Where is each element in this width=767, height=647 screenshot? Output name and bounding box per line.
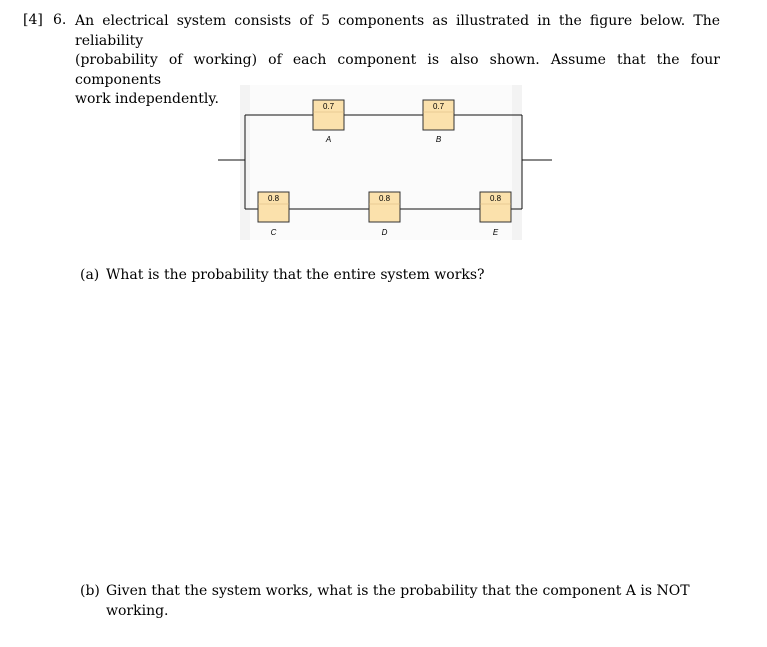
component-c-label: C — [270, 228, 277, 237]
diagram-background-right — [512, 85, 522, 240]
part-b — [80, 582, 720, 621]
component-a-label: A — [325, 135, 332, 144]
question-text-line: An electrical system consists of 5 components as illustrated in the figure below. The reliability — [75, 13, 720, 49]
part-b-label: (b) — [80, 583, 100, 599]
component-c-value: 0.8 — [267, 194, 280, 203]
question-marks: [4] — [23, 12, 43, 28]
part-b-text-line-1: Given that the system works, what is the probability that the component A is NOT — [106, 583, 690, 599]
component-b-label: B — [435, 135, 442, 144]
part-a — [80, 266, 485, 286]
question-text-line: work independently. — [75, 91, 219, 107]
component-e-label: E — [492, 228, 499, 237]
component-e-value: 0.8 — [489, 194, 502, 203]
component-b-value: 0.7 — [432, 102, 445, 111]
component-d-label: D — [381, 228, 388, 237]
part-a-label: (a) — [80, 267, 100, 283]
part-b-text-line-2: working. — [106, 602, 169, 619]
circuit-diagram — [218, 85, 552, 240]
component-a-value: 0.7 — [322, 102, 335, 111]
question-number: 6. — [53, 12, 67, 28]
part-b-line-1 — [80, 582, 720, 602]
part-a-text: What is the probability that the entire system works? — [106, 267, 485, 283]
question-text-line: (probability of working) of each component is also shown. Assume that the four components — [75, 52, 720, 88]
component-d-value: 0.8 — [378, 194, 391, 203]
